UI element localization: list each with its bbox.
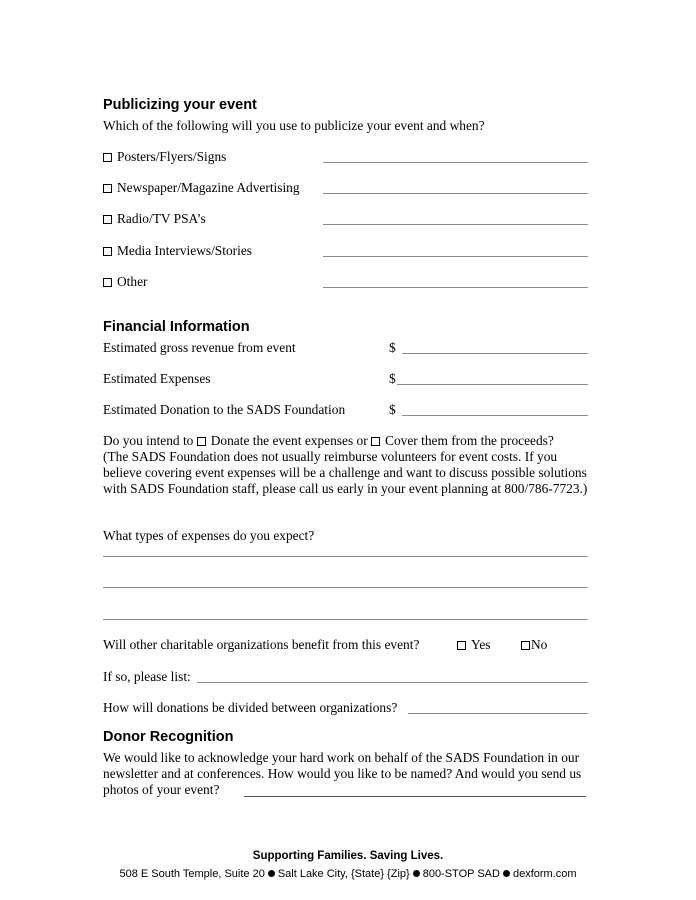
divide-question: How will donations be divided between organizations? xyxy=(103,700,398,715)
checkbox-icon[interactable] xyxy=(371,437,380,446)
footer-tagline: Supporting Families. Saving Lives. xyxy=(252,850,444,862)
bullet-icon xyxy=(268,870,275,877)
donor-heading: Donor Recognition xyxy=(103,729,234,745)
donor-answer-line[interactable] xyxy=(244,796,586,797)
gross-revenue-currency: $ xyxy=(389,340,396,355)
benefit-question: Will other charitable organizations benefit from this event? xyxy=(103,637,420,652)
option-radio[interactable]: Radio/TV PSA’s xyxy=(103,212,206,225)
publicize-question: Which of the following will you use to publicize your event and when? xyxy=(103,118,485,133)
checkbox-icon[interactable] xyxy=(103,278,112,287)
list-answer-line[interactable] xyxy=(197,682,588,683)
donor-text: We would like to acknowledge your hard work on behalf of the SADS Foundation in our newsletter and at conferences. How would you like to be named? And would you send us photos of your event? xyxy=(103,750,582,797)
media-answer-line[interactable] xyxy=(323,256,588,257)
bullet-icon xyxy=(503,870,510,877)
expense-types-question: What types of expenses do you expect? xyxy=(103,528,315,543)
donation-currency: $ xyxy=(389,402,396,417)
option-newspaper[interactable]: Newspaper/Magazine Advertising xyxy=(103,181,300,194)
option-posters[interactable]: Posters/Flyers/Signs xyxy=(103,150,226,163)
option-other[interactable]: Other xyxy=(103,275,148,288)
checkbox-icon[interactable] xyxy=(103,153,112,162)
option-media[interactable]: Media Interviews/Stories xyxy=(103,244,252,257)
gross-revenue-label: Estimated gross revenue from event xyxy=(103,340,296,355)
donation-line[interactable] xyxy=(402,415,588,416)
no-option[interactable]: No xyxy=(521,638,547,651)
expense-answer-line-1[interactable] xyxy=(103,556,588,557)
intend-question: Do you intend to Donate the event expenses or Cover them from the proceeds? xyxy=(103,433,554,448)
expense-answer-line-2[interactable] xyxy=(103,587,588,588)
checkbox-icon[interactable] xyxy=(103,215,112,224)
checkbox-icon[interactable] xyxy=(197,437,206,446)
checkbox-icon[interactable] xyxy=(521,641,530,650)
publicize-heading: Publicizing your event xyxy=(103,97,257,113)
expenses-line[interactable] xyxy=(397,384,588,385)
yes-option[interactable]: Yes xyxy=(457,638,490,651)
donation-label: Estimated Donation to the SADS Foundation xyxy=(103,402,346,417)
bullet-icon xyxy=(413,870,420,877)
radio-answer-line[interactable] xyxy=(323,224,588,225)
gross-revenue-line[interactable] xyxy=(402,353,588,354)
checkbox-icon[interactable] xyxy=(457,641,466,650)
footer-address: 508 E South Temple, Suite 20 Salt Lake City, {State} {Zip} 800-STOP SAD dexform.com xyxy=(119,868,577,880)
financial-heading: Financial Information xyxy=(103,319,250,335)
newspaper-answer-line[interactable] xyxy=(323,193,588,194)
reimburse-note: (The SADS Foundation does not usually reimburse volunteers for event costs. If you believe covering event expenses will be a challenge and want to discuss possible solutions with SADS Foundation staff, please call us early in your event planning at 800/786-7723.) xyxy=(103,449,588,496)
divide-answer-line[interactable] xyxy=(408,713,588,714)
list-label: If so, please list: xyxy=(103,669,191,684)
checkbox-icon[interactable] xyxy=(103,247,112,256)
expenses-label: Estimated Expenses xyxy=(103,371,211,386)
expenses-currency: $ xyxy=(389,371,396,386)
posters-answer-line[interactable] xyxy=(323,162,588,163)
other-answer-line[interactable] xyxy=(323,287,588,288)
checkbox-icon[interactable] xyxy=(103,184,112,193)
expense-answer-line-3[interactable] xyxy=(103,619,588,620)
